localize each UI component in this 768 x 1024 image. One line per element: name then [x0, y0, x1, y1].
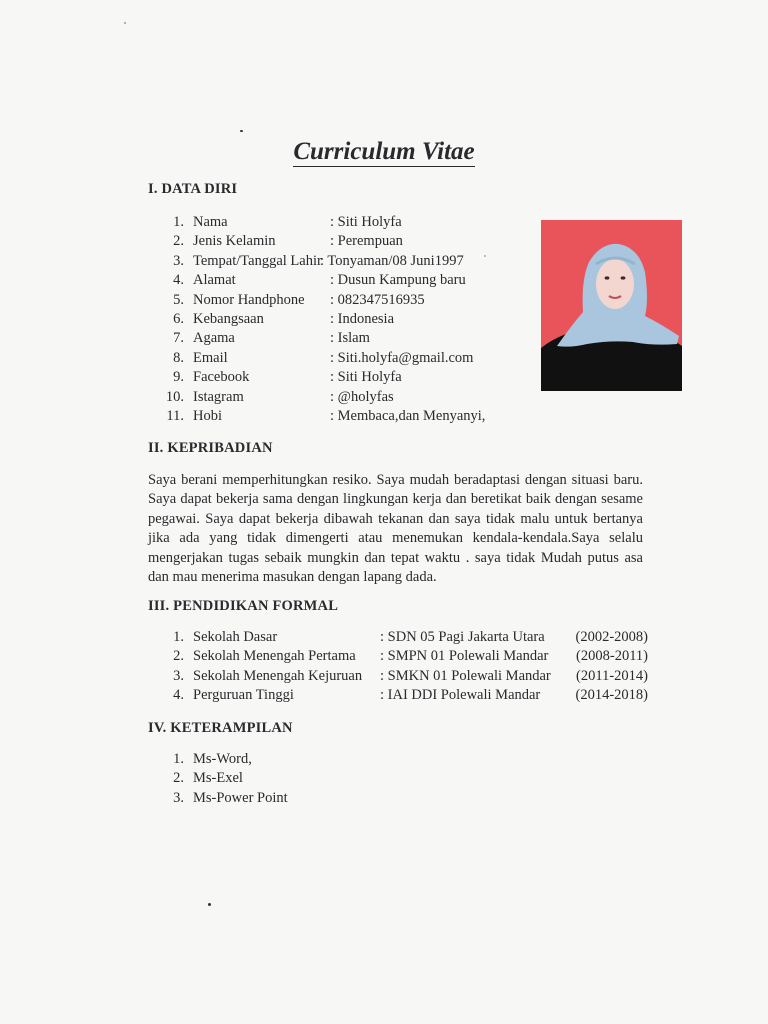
list-item: 1. Ms-Word, — [173, 751, 252, 767]
section-heading-data-diri: I. DATA DIRI — [148, 181, 238, 197]
list-item: 3. Ms-Power Point — [173, 789, 288, 806]
list-item: 11. Hobi : Membaca,dan Menyanyi, — [166, 407, 486, 424]
list-item: 2. Sekolah Menengah Pertama : SMPN 01 Polewali Mandar (2008-2011) — [173, 648, 648, 665]
education-list — [148, 628, 648, 706]
list-item: 4. Perguruan Tinggi : IAI DDI Polewali Mandar (2014-2018) — [173, 687, 648, 704]
section-heading-kepribadian: II. KEPRIBADIAN — [148, 440, 273, 456]
portrait-illustration — [541, 220, 682, 391]
list-item: 1. Sekolah Dasar : SDN 05 Pagi Jakarta Utara (2002-2008) — [173, 629, 648, 645]
scan-speck — [240, 130, 243, 132]
list-item: 3. Sekolah Menengah Kejuruan : SMKN 01 Polewali Mandar (2011-2014) — [173, 667, 648, 684]
scan-speck — [124, 22, 126, 24]
scan-speck — [208, 903, 211, 906]
list-item: 2. Ms-Exel — [173, 770, 243, 787]
list-item: 6. Kebangsaan : Indonesia — [173, 310, 395, 327]
skills-list — [148, 750, 448, 808]
scan-speck — [484, 255, 486, 257]
list-item: 3. Tempat/Tanggal Lahir : Tonyaman/08 Juni1997 — [173, 252, 464, 269]
list-item: 8. Email : Siti.holyfa@gmail.com — [173, 349, 474, 366]
section-heading-keterampilan: IV. KETERAMPILAN — [148, 720, 293, 736]
document-title: Curriculum Vitae — [293, 138, 475, 165]
list-item: 5. Nomor Handphone : 082347516935 — [173, 291, 425, 308]
profile-photo — [541, 220, 682, 391]
list-item: 2. Jenis Kelamin : Perempuan — [173, 233, 403, 250]
personal-data-list — [148, 213, 508, 426]
list-item: 4. Alamat : Dusun Kampung baru — [173, 272, 466, 289]
list-item: 1. Nama : Siti Holyfa — [173, 214, 402, 230]
section-heading-pendidikan: III. PENDIDIKAN FORMAL — [148, 598, 339, 614]
list-item: 7. Agama : Islam — [173, 330, 370, 347]
list-item: 10. Istagram : @holyfas — [165, 388, 394, 405]
personality-paragraph: Saya berani memperhitungkan resiko. Saya mudah beradaptasi dengan situasi baru. Saya dapat bekerja sama dengan lingkungan kerja dan beretikat baik dengan sesame pegawai. Saya dapat bekerja dibawah tekanan dan saya tidak malu untuk bertanya jika ada yang tidak dimengerti atau menemukan kendala-kendala.Saya selalu mengerjakan tugas sebaik mungkin dan tepat waktu . saya tidak Mudah putus asa dan mau menerima masukan dengan lapang dada. — [148, 472, 643, 586]
list-item: 9. Facebook : Siti Holyfa — [173, 369, 402, 386]
